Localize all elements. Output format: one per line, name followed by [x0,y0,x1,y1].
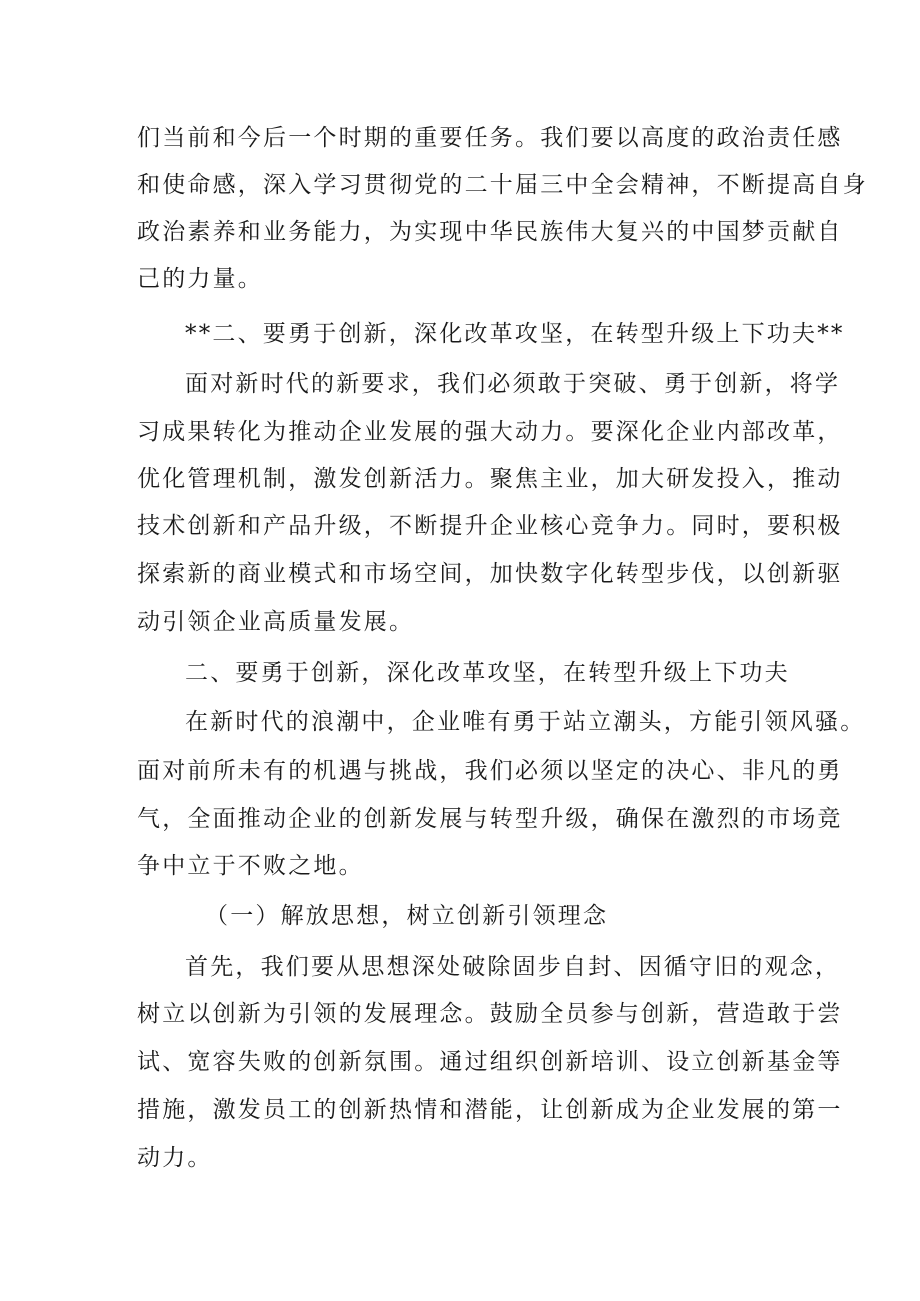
text-line: 在新时代的浪潮中，企业唯有勇于站立潮头，方能引领风骚。 [185,709,866,735]
subsection-heading: （一）解放思想，树立创新引领理念 [205,903,609,929]
text-line: 们当前和今后一个时期的重要任务。我们要以高度的政治责任感 [137,125,843,151]
text-line: 习成果转化为推动企业发展的强大动力。要深化企业内部改革， [137,419,843,445]
section-heading: 二、要勇于创新，深化改革攻坚，在转型升级上下功夫 [185,660,790,686]
text-line: 气，全面推动企业的创新发展与转型升级，确保在激烈的市场竞 [137,806,843,832]
text-line: 争中立于不败之地。 [137,853,364,879]
text-line: 面对前所未有的机遇与挑战，我们必须以坚定的决心、非凡的勇 [137,758,843,784]
text-line: 树立以创新为引领的发展理念。鼓励全员参与创新，营造敢于尝 [137,1001,843,1027]
text-line: 和使命感，深入学习贯彻党的二十届三中全会精神，不断提高自身 [137,172,868,198]
text-line: 首先，我们要从思想深处破除固步自封、因循守旧的观念， [185,954,841,980]
text-line: 动力。 [137,1145,213,1171]
text-line: 技术创新和产品升级，不断提升企业核心竞争力。同时，要积极 [137,513,843,539]
text-line: 动引领企业高质量发展。 [137,609,415,635]
text-line: 探索新的商业模式和市场空间，加快数字化转型步伐，以创新驱 [137,561,843,587]
text-line: 政治素养和业务能力，为实现中华民族伟大复兴的中国梦贡献自 [137,219,843,245]
text-line: 己的力量。 [137,266,263,292]
text-line: 优化管理机制，激发创新活力。聚焦主业，加大研发投入，推动 [137,466,843,492]
text-line: 试、宽容失败的创新氛围。通过组织创新培训、设立创新基金等 [137,1049,843,1075]
text-line: 面对新时代的新要求，我们必须敢于突破、勇于创新，将学 [185,371,841,397]
text-line: 措施，激发员工的创新热情和潜能，让创新成为企业发展的第一 [137,1097,843,1123]
section-heading-raw: **二、要勇于创新，深化改革攻坚，在转型升级上下功夫** [185,321,845,347]
